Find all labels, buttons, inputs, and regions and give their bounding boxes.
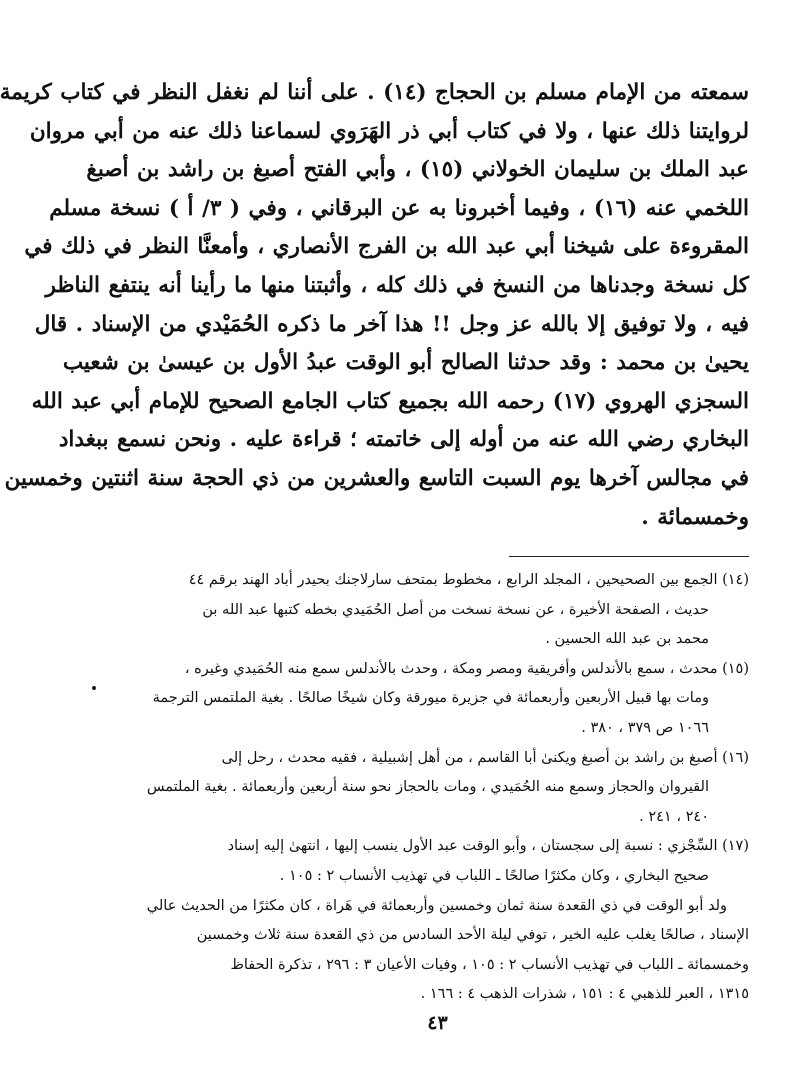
main-text-line: لروايتنا ذلك عنها ، ولا في كتاب أبي ذر الهَرَوي لسماعنا ذلك عنه من أبي مروان — [29, 118, 749, 144]
main-text-line: السجزي الهروي (١٧) رحمه الله بجميع كتاب الجامع الصحيح للإمام أبي عبد الله — [31, 388, 749, 414]
footnote-line: وخمسمائة ـ اللباب في تهذيب الأنساب ٢ : ١٠٥ ، وفيات الأعيان ٣ : ٢٩٦ ، تذكرة الحفاظ — [230, 956, 749, 973]
footnote-line: (١٥) محدث ، سمع بالأندلس وأفريقية ومصر ومكة ، وحدث بالأندلس سمع منه الحُمَيدي وغيره ، — [184, 660, 749, 677]
footnote-line: (١٤) الجمع بين الصحيحين ، المجلد الرابع ، مخطوط بمتحف سارلاجنك بحيدر أباد الهند برقم ٤٤ — [188, 572, 749, 588]
footnote-line: ومات بها قبيل الأربعين وأربعمائة في جزيرة ميورقة وكان شيخًا صالحًا . بغية الملتمس الترجمة — [152, 690, 709, 707]
footnote-line: صحيح البخاري ، وكان مكثرًا صالحًا ـ اللباب في تهذيب الأنساب ٢ : ١٠٥ . — [279, 867, 709, 884]
footnote-line: حديث ، الصفحة الأخيرة ، عن نسخة نسخت من أصل الحُمَيدي بخطه كتبها عبد الله بن — [202, 601, 709, 618]
footnote-line: محمد بن عبد الله الحسين . — [545, 631, 709, 648]
footnote-line: ١٣١٥ ، العبر للذهبي ٤ : ١٥١ ، شذرات الذهب ٤ : ١٦٦ . — [420, 986, 749, 1003]
main-text-line: البخاري رضي الله عنه من أوله إلى خاتمته ؛ قراءة عليه . ونحن نسمع ببغداد — [58, 427, 749, 453]
footnote-line: القيروان والحجاز وسمع منه الحُمَيدي ، ومات بالحجاز نحو سنة أربعين وأربعمائة . بغية الملتمس — [146, 779, 709, 796]
footnote-line: ولد أبو الوقت في ذي القعدة سنة ثمان وخمسين وأربعمائة في هَراة ، كان مكثرًا من الحديث عالي — [146, 897, 727, 914]
main-text-line: فيه ، ولا توفيق إلا بالله عز وجل !! هذا آخر ما ذكره الحُمَيْدي من الإسناد . قال — [34, 311, 749, 337]
main-text-line: عبد الملك بن سليمان الخولاني (١٥) ، وأبي الفتح أصبغ بن راشد بن أصبغ — [86, 157, 749, 183]
footnote-line: ٢٤٠ ، ٢٤١ . — [639, 808, 709, 825]
main-text-line: سمعته من الإمام مسلم بن الحجاج (١٤) . على أننا لم نغفل النظر في كتاب كريمة — [0, 80, 749, 105]
main-text-line: يحيىٰ بن محمد : وقد حدثنا الصالح أبو الوقت عبدُ الأول بن عيسىٰ بن شعيب — [62, 350, 749, 376]
page-number: ٤٣ — [427, 1012, 448, 1034]
footnote-line: ١٠٦٦ ص ٣٧٩ ، ٣٨٠ . — [581, 719, 709, 736]
footnote-line: الإسناد ، صالحًا يغلب عليه الخير ، توفي ليلة الأحد السادس من ذي القعدة سنة ثلاث وخمسين — [196, 927, 749, 944]
main-text-line: في مجالس آخرها يوم السبت التاسع والعشرين من ذي الحجة سنة اثنتين وخمسين — [4, 465, 749, 491]
main-text-line: كل نسخة وجدناها من النسخ في ذلك كله ، وأثبتنا منها ما رأينا أنه ينتفع الناظر — [45, 272, 749, 298]
footnote-line: (١٧) السِّجْزي : نسبة إلى سجستان ، وأبو الوقت عبد الأول ينسب إليها ، انتهىٰ إليه إسناد — [227, 838, 749, 855]
main-text-line: المقروءة على شيخنا أبي عبد الله بن الفرج الأنصاري ، وأمعنَّا النظر في ذلك في — [24, 234, 749, 260]
footnote-line: (١٦) أصبغ بن راشد بن أصبغ ويكنىٰ أبا القاسم ، من أهل إشبيلية ، فقيه محدث ، رحل إلى — [221, 749, 749, 766]
main-text-line: اللخمي عنه (١٦) ، وفيما أخبرونا به عن البرقاني ، وفي ( ٣/ أ ) نسخة مسلم — [49, 195, 749, 221]
footnotes-block — [124, 566, 749, 1010]
main-text-block — [0, 74, 749, 537]
margin-dot — [92, 686, 96, 690]
footnote-divider — [509, 556, 749, 557]
main-text-line: وخمسمائة . — [641, 504, 749, 530]
